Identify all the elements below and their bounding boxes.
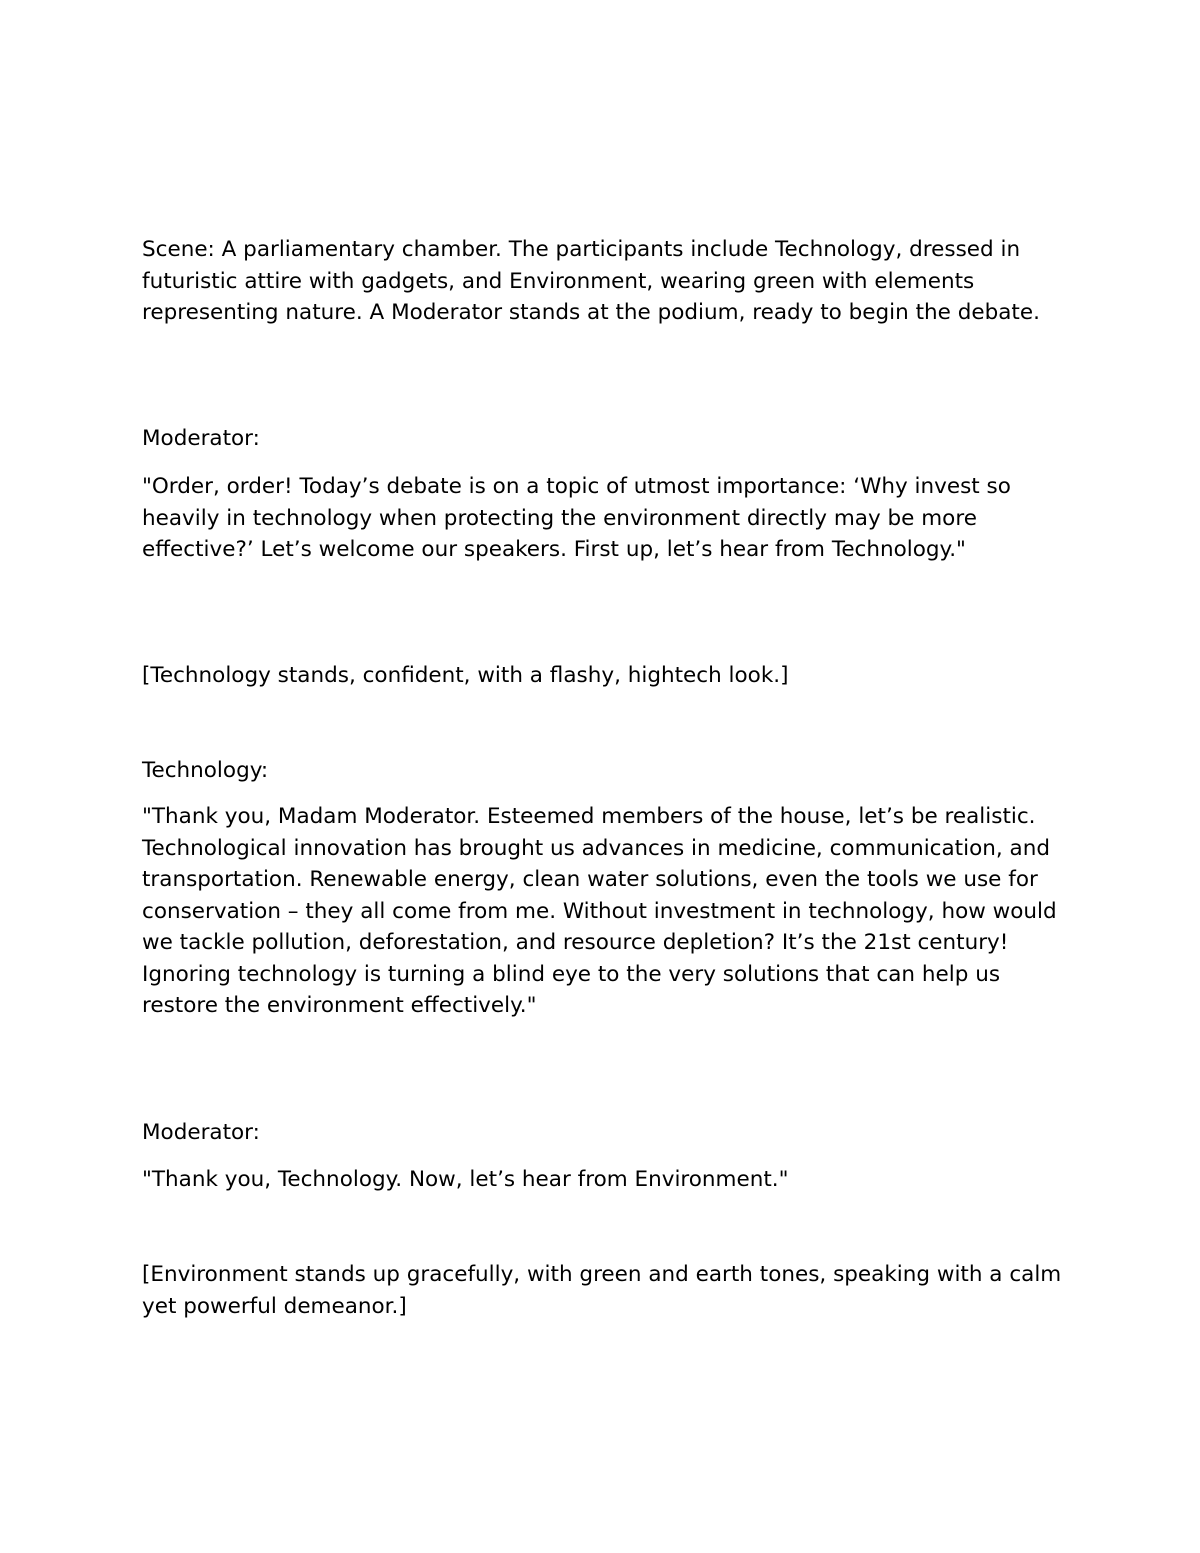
scene-description: Scene: A parliamentary chamber. The participants include Technology, dressed in futuristic attire with gadgets, and Environment, wearing green with elements representing nature. A Moderator stands at the podium, ready to begin the debate. (142, 237, 1040, 325)
speaker-label-moderator: Moderator: (142, 426, 260, 451)
moderator-transition-speech: "Thank you, Technology. Now, let’s hear from Environment." (142, 1167, 789, 1192)
stage-direction-environment: [Environment stands up gracefully, with green and earth tones, speaking with a calm yet powerful demeanor.] (142, 1262, 1062, 1319)
technology-speech: "Thank you, Madam Moderator. Esteemed members of the house, let’s be realistic. Technological innovation has brought us advances in medicine, communication, and transportation. Renewable energy, clean water solutions, even the tools we use for conservation – they all come from me. Without investment in technology, how would we tackle pollution, deforestation, and resource depletion? It’s the 21st century! Ignoring technology is turning a blind eye to the very solutions that can help us restore the environment effectively." (142, 804, 1057, 1018)
stage-direction-technology: [Technology stands, confident, with a flashy, hightech look.] (142, 663, 789, 688)
moderator-opening-speech: "Order, order! Today’s debate is on a topic of utmost importance: ‘Why invest so heavily in technology when protecting the environment directly may be more effective?’ Let’s welcome our speakers. First up, let’s hear from Technology." (142, 474, 1011, 562)
speaker-label-moderator-2: Moderator: (142, 1120, 260, 1145)
speaker-label-technology: Technology: (142, 758, 269, 783)
